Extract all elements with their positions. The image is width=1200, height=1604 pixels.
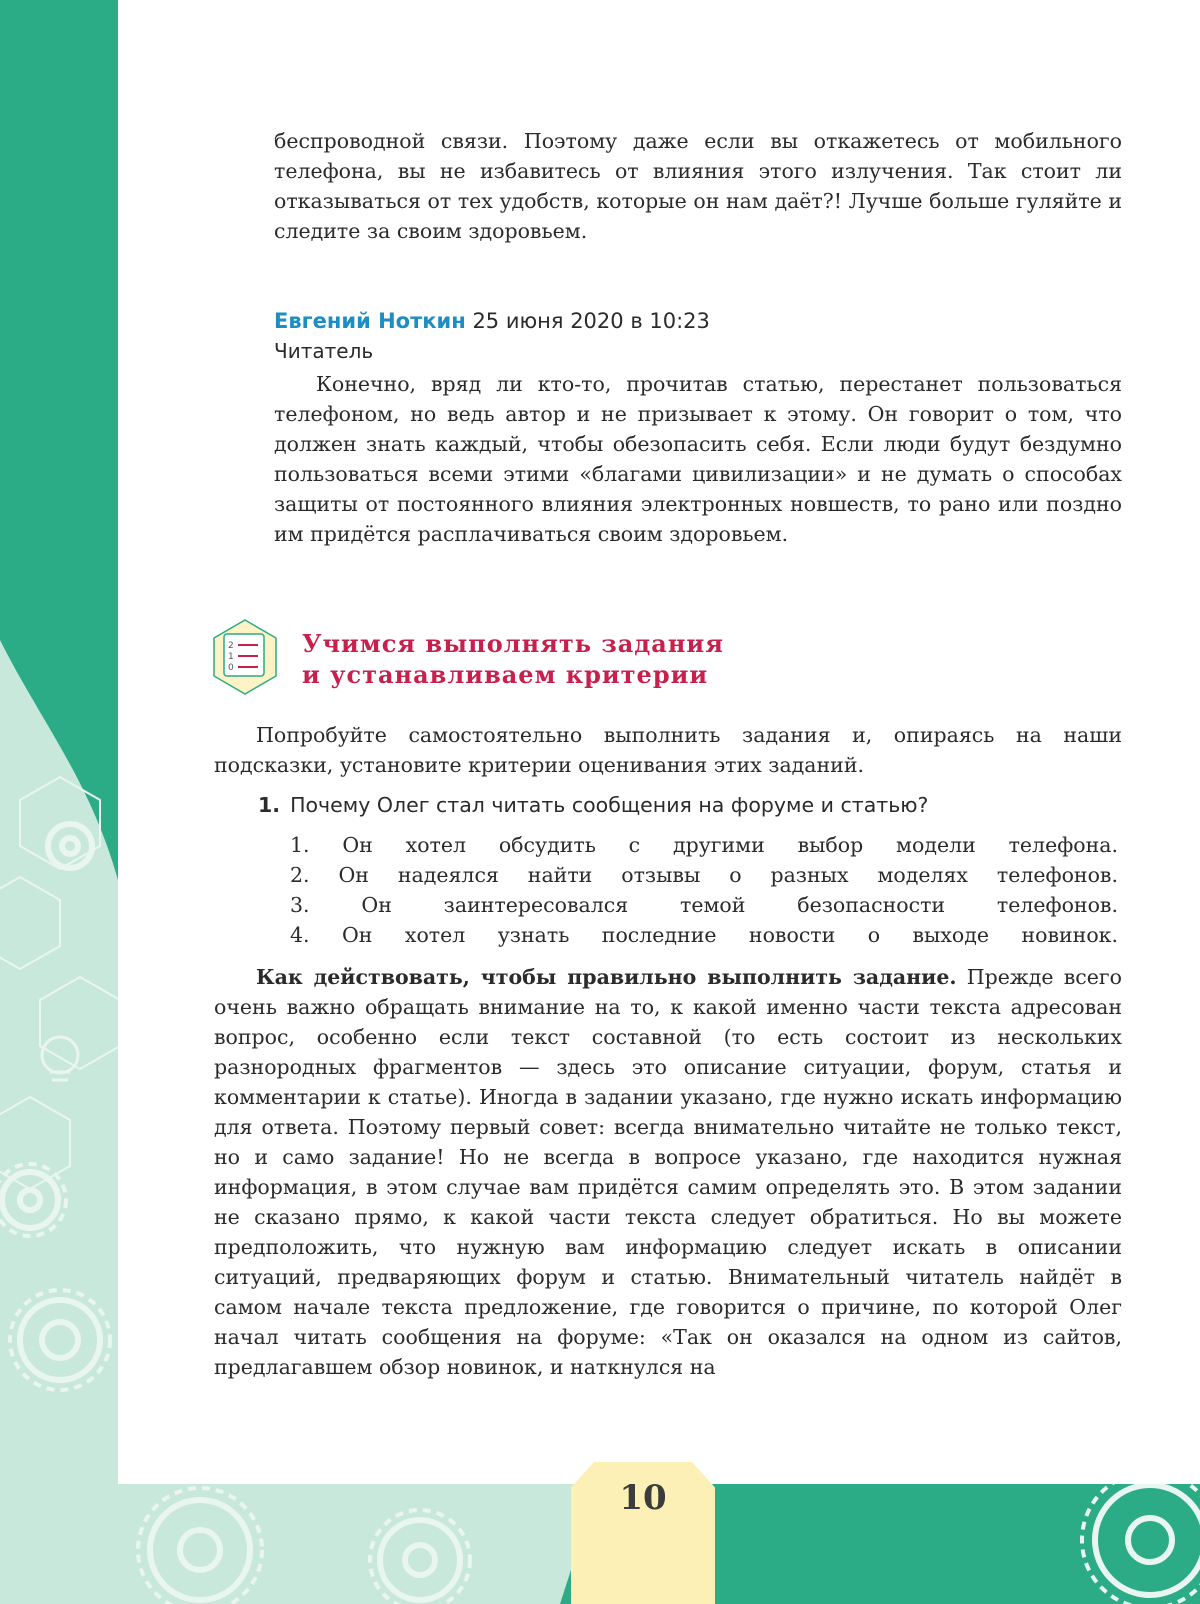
section-title-line1: Учимся выполнять задания bbox=[302, 629, 724, 658]
section-title bbox=[302, 628, 724, 690]
task-option: 1. Он хотел обсудить с другими выбор модели телефона. bbox=[290, 833, 1118, 857]
comment-role: Читатель bbox=[274, 339, 374, 363]
advice-text: Прежде всего очень важно обращать внимание на то, к какой именно части текста адресован вопрос, особенно если текст составной (то есть состоит из нескольких разнородных фрагментов — здесь это описание ситуации, форум, статья и комментарии к статье). Иногда в задании указано, где нужно искать информацию для ответа. Поэтому первый совет: всегда внимательно читайте не только текст, но и само задание! Но не всегда в вопросе указано, где находится нужная информация, в этом случае вам придётся самим определять это. В этом задании не сказано прямо, к какой части текста следует обратиться. Но вы можете предположить, что нужную вам информацию следует искать в описании ситуаций, предваряющих форум и статью. Внимательный читатель найдёт в самом начале текста предложение, где говорится о причине, по которой Олег начал читать сообщения на форуме: «Так он оказался на одном из сайтов, предлагавшем обзор новинок, и наткнулся на bbox=[214, 965, 1123, 1379]
section-intro: Попробуйте самостоятельно выполнить задания и, опираясь на наши подсказки, установите критерии оценивания этих заданий. bbox=[214, 723, 1122, 777]
task-list-icon bbox=[210, 618, 280, 696]
icon-digit-0: 0 bbox=[228, 663, 234, 673]
section-title-line2: и устанавливаем критерии bbox=[302, 660, 709, 689]
comment-author: Евгений Ноткин bbox=[274, 309, 466, 333]
task-option: 4. Он хотел узнать последние новости о выходе новинок. bbox=[290, 923, 1118, 947]
icon-digit-1: 1 bbox=[228, 652, 234, 662]
task-options bbox=[290, 830, 1118, 950]
task-option: 2. Он надеялся найти отзывы о разных моделях телефонов. bbox=[290, 863, 1118, 887]
icon-digit-2: 2 bbox=[228, 641, 234, 651]
page-number: 10 bbox=[619, 1478, 667, 1518]
task-option: 3. Он заинтересовался темой безопасности телефонов. bbox=[290, 893, 1118, 917]
task-number: 1. bbox=[258, 793, 281, 817]
comment-header bbox=[274, 305, 710, 337]
comment-text: Конечно, вряд ли кто-то, прочитав статью, перестанет пользоваться телефоном, но ведь автор и не призывает к этому. Он говорит о том, что должен знать каждый, чтобы обезопасить себя. Если люди будут бездумно пользоваться всеми этими «благами цивилизации» и не думать о способах защиты от постоянного влияния электронных новшеств, то рано или поздно им придётся расплачиваться своим здоровьем. bbox=[274, 372, 1122, 546]
task-question-line bbox=[258, 790, 928, 820]
advice-paragraph bbox=[214, 962, 1122, 1382]
advice-lead: Как действовать, чтобы правильно выполнить задание. bbox=[256, 965, 957, 989]
comment-date: 25 июня 2020 в 10:23 bbox=[472, 309, 710, 333]
task-question: Почему Олег стал читать сообщения на форуме и статью? bbox=[290, 793, 929, 817]
comment-prev-text: беспроводной связи. Поэтому даже если вы откажетесь от мобильного телефона, вы не избавитесь от влияния этого излучения. Так стоит ли отказываться от тех удобств, которые он нам даёт?! Лучше больше гуляйте и следите за своим здоровьем. bbox=[274, 129, 1122, 243]
